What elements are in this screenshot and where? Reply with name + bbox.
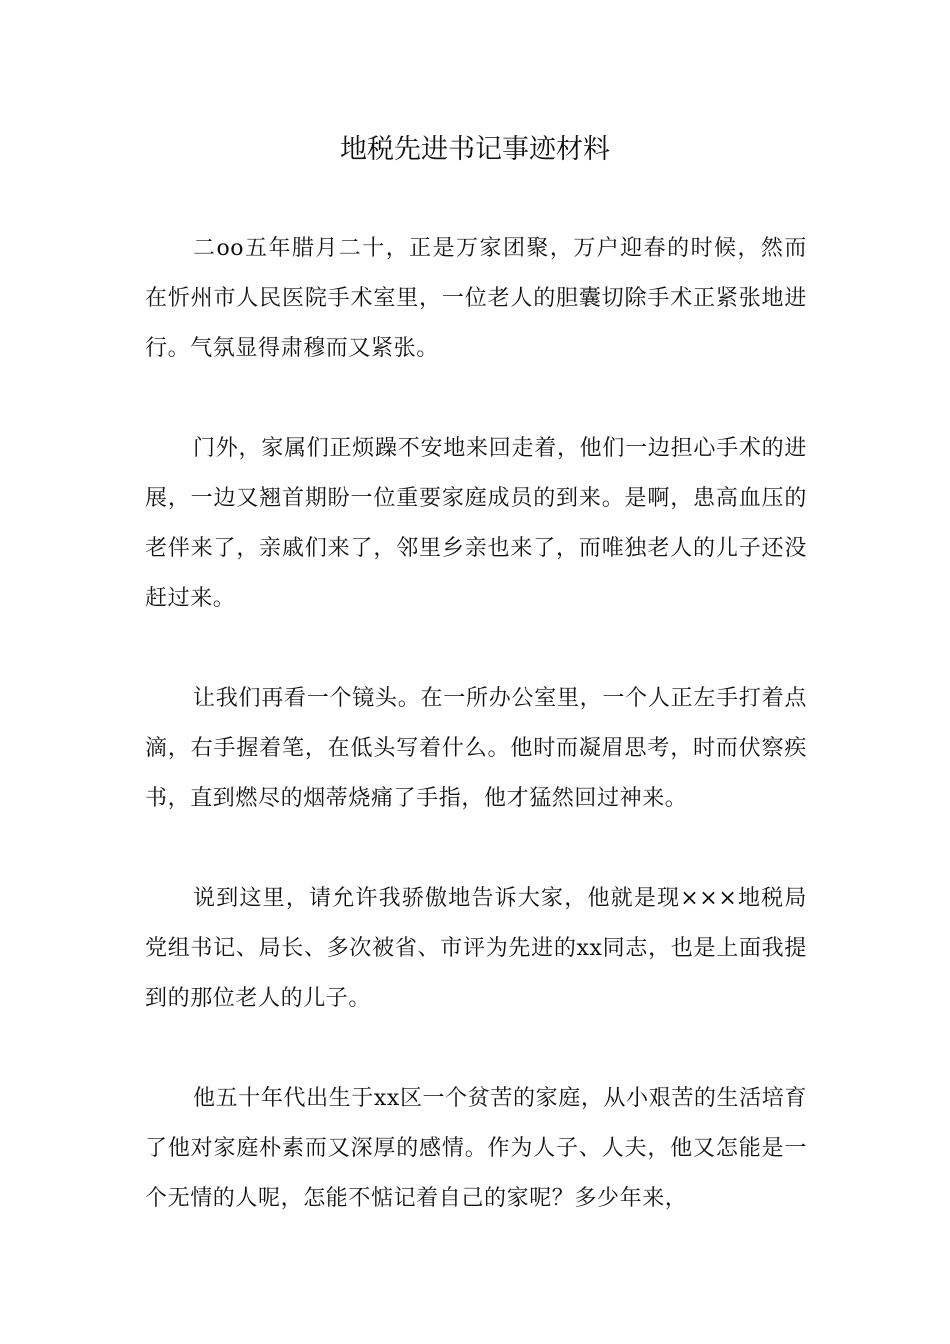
paragraph-2: 门外，家属们正烦躁不安地来回走着，他们一边担心手术的进展，一边又翘首期盼一位重要家庭成员的到来。是啊，患高血压的老伴来了，亲戚们来了，邻里乡亲也来了，而唯独老人的儿子还没赶过来。 — [145, 436, 807, 611]
document-body — [145, 224, 807, 1224]
document-title: 地税先进书记事迹材料 — [340, 134, 610, 165]
paragraph-3: 让我们再看一个镜头。在一所办公室里，一个人正左手打着点滴，右手握着笔，在低头写着什么。他时而凝眉思考，时而伏察疾书，直到燃尽的烟蒂烧痛了手指，他才猛然回过神来。 — [145, 686, 807, 811]
paragraph-4: 说到这里，请允许我骄傲地告诉大家，他就是现×××地税局党组书记、局长、多次被省、市评为先进的xx同志，也是上面我提到的那位老人的儿子。 — [145, 886, 807, 1011]
paragraph-5: 他五十年代出生于xx区一个贫苦的家庭，从小艰苦的生活培育了他对家庭朴素而又深厚的感情。作为人子、人夫，他又怎能是一个无情的人呢，怎能不惦记着自己的家呢？多少年来， — [145, 1086, 807, 1211]
paragraph-1: 二oo五年腊月二十，正是万家团聚，万户迎春的时候，然而在忻州市人民医院手术室里，一位老人的胆囊切除手术正紧张地进行。气氛显得肃穆而又紧张。 — [145, 236, 807, 361]
